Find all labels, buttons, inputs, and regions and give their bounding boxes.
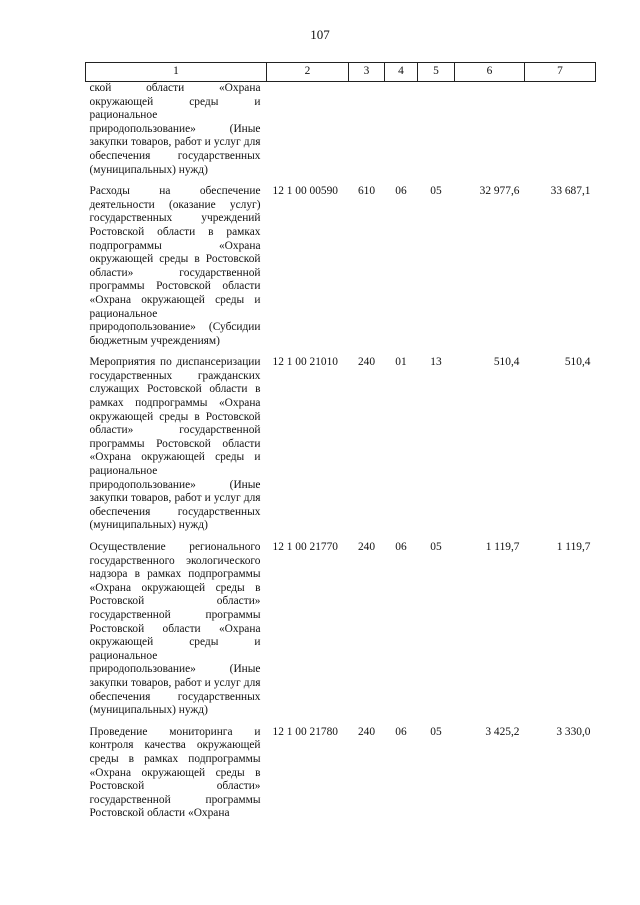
column-header: 1 (86, 63, 267, 82)
column-header: 3 (349, 63, 385, 82)
row-description: Проведение мониторинга и контроля качества окружающей среды в рамках подпрограммы «Охрана окружающей среды в Ростовской области» государственной программы Ростовской области «Охрана (89, 725, 261, 820)
row-subsection (418, 82, 455, 178)
row-description: Осуществление регионального государственного экологического надзора в рамках подпрограммы «Охрана окружающей среды в Ростовской области» государственной программы Ростовской области «Охрана окружающей среды и рациональное природопользование» (Иные закупки товаров, работ и услуг для обеспечения государственных (муниципальных) нужд) (89, 541, 261, 717)
table-row (86, 718, 596, 821)
row-expense-type: 240 (357, 725, 376, 738)
row-amount-year1: 3 425,2 (485, 725, 520, 738)
row-target-article: 12 1 00 00590 (272, 185, 338, 198)
row-expense-type: 610 (357, 185, 376, 198)
table-row (86, 177, 596, 348)
row-amount-year1 (455, 82, 525, 178)
row-amount-year1: 1 119,7 (485, 541, 520, 553)
row-amount-year2: 510,4 (564, 356, 591, 369)
table-row (86, 533, 596, 718)
row-expense-type: 240 (357, 356, 376, 369)
page-number: 107 (310, 27, 330, 42)
row-section: 01 (395, 356, 407, 369)
row-expense-type: 240 (357, 541, 376, 553)
row-amount-year1: 32 977,6 (479, 185, 520, 198)
row-subsection: 05 (430, 185, 442, 198)
column-header: 2 (267, 63, 349, 82)
table-row (86, 82, 596, 178)
column-header: 6 (455, 63, 525, 82)
row-description: Мероприятия по диспансеризации государственных гражданских служащих Ростовской области в рамках подпрограммы «Охрана окружающей среды в Ростовской области» государственной программы Ростовской области «Охрана окружающей среды и рациональное природопользование» (Иные закупки товаров, работ и услуг для обеспечения государственных (муниципальных) нужд) (89, 356, 261, 532)
row-subsection: 05 (430, 541, 442, 553)
row-subsection: 05 (430, 725, 442, 738)
table-header-row (86, 63, 596, 82)
row-description: ской области «Охрана окружающей среды и рациональное природопользование» (Иные закупки товаров, работ и услуг для обеспечения государственных (муниципальных) нужд) (89, 82, 261, 176)
table-row (86, 348, 596, 533)
row-subsection: 13 (430, 356, 442, 369)
row-amount-year2 (525, 82, 596, 178)
row-section: 06 (395, 725, 407, 738)
budget-table (85, 62, 596, 821)
row-amount-year2: 3 330,0 (556, 725, 591, 738)
column-header: 5 (418, 63, 455, 82)
row-section: 06 (395, 185, 407, 198)
row-section (385, 82, 418, 178)
row-amount-year2: 1 119,7 (556, 541, 591, 553)
row-amount-year1: 510,4 (493, 356, 520, 369)
row-target-article: 12 1 00 21770 (272, 541, 338, 553)
row-expense-type (349, 82, 385, 178)
row-description: Расходы на обеспечение деятельности (оказание услуг) государственных учреждений Ростовской области в рамках подпрограммы «Охрана окружающей среды в Ростовской области» государственной программы Ростовской области «Охрана окружающей среды и рациональное природопользование» (Субсидии бюджетным учреждениям) (89, 185, 261, 347)
row-section: 06 (395, 541, 407, 553)
row-amount-year2: 33 687,1 (550, 185, 591, 198)
row-target-article: 12 1 00 21010 (272, 356, 338, 369)
column-header: 4 (385, 63, 418, 82)
row-target-article (267, 82, 349, 178)
column-header: 7 (525, 63, 596, 82)
row-target-article: 12 1 00 21780 (272, 725, 338, 738)
